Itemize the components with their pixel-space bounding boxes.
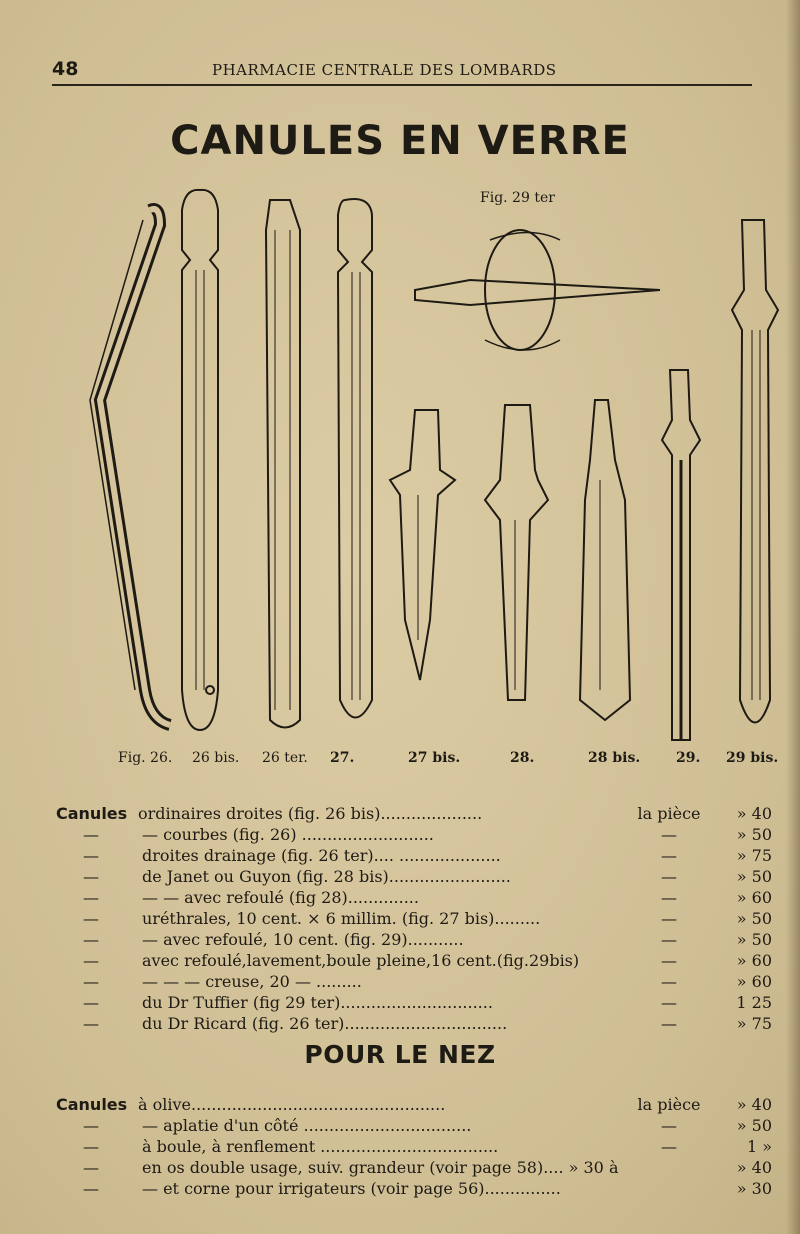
- row-unit: —: [661, 846, 677, 865]
- price-row: [56, 1136, 772, 1157]
- figure-label-26-bis: 26 bis.: [192, 750, 240, 766]
- row-lead: —: [83, 972, 99, 991]
- row-price: » 30: [736, 1179, 772, 1198]
- price-list-nasal-cannulas: [56, 1094, 772, 1199]
- row-description: à olive..................................................: [138, 1095, 446, 1114]
- row-description: — aplatie d'un côté .................................: [142, 1116, 472, 1135]
- row-unit: —: [661, 972, 677, 991]
- row-unit: —: [661, 1116, 677, 1135]
- row-description: du Dr Ricard (fig. 26 ter)................................: [142, 1014, 508, 1033]
- price-row: [56, 1115, 772, 1136]
- price-row: [56, 971, 772, 992]
- row-unit: —: [661, 888, 677, 907]
- row-price: » 40: [736, 1095, 772, 1114]
- figure-label-26: Fig. 26.: [118, 750, 173, 766]
- row-price: » 40: [736, 1158, 772, 1177]
- price-row: [56, 845, 772, 866]
- price-row: [56, 992, 772, 1013]
- row-unit: —: [661, 909, 677, 928]
- cannula-fig-28: [485, 405, 548, 700]
- cannula-fig-26-ter: [266, 200, 300, 728]
- price-row: [56, 929, 772, 950]
- row-description: droites drainage (fig. 26 ter).... ....................: [142, 846, 501, 865]
- row-unit: —: [661, 825, 677, 844]
- price-row: [56, 908, 772, 929]
- row-unit: —: [661, 951, 677, 970]
- figure-label-29-bis: 29 bis.: [726, 750, 779, 766]
- price-row: [56, 866, 772, 887]
- row-lead: —: [83, 951, 99, 970]
- figure-label-26-ter: 26 ter.: [262, 750, 308, 766]
- cannula-fig-29-ter: [415, 230, 660, 350]
- row-lead: —: [83, 825, 99, 844]
- subsection-title: POUR LE NEZ: [304, 1040, 496, 1069]
- row-price: » 50: [736, 930, 772, 949]
- cannula-fig-29-bis: [732, 220, 778, 723]
- row-description: — avec refoulé, 10 cent. (fig. 29)...........: [142, 930, 464, 949]
- row-unit: —: [661, 867, 677, 886]
- row-price: » 50: [736, 909, 772, 928]
- figure-label-27: 27.: [330, 750, 355, 766]
- row-price: » 75: [736, 1014, 772, 1033]
- row-price: » 60: [736, 888, 772, 907]
- row-unit: —: [661, 1137, 677, 1156]
- price-row: [56, 1178, 772, 1199]
- cannula-fig-26: [90, 209, 170, 725]
- row-price: » 50: [736, 1116, 772, 1135]
- row-unit: —: [661, 1014, 677, 1033]
- price-row: [56, 887, 772, 908]
- row-lead: —: [83, 846, 99, 865]
- figure-label-28-bis: 28 bis.: [588, 750, 641, 766]
- row-price: » 50: [736, 825, 772, 844]
- price-row: [56, 1013, 772, 1034]
- row-price: » 40: [736, 804, 772, 823]
- figure-note: Fig. 29 ter: [480, 190, 555, 206]
- row-lead: —: [83, 1179, 99, 1198]
- row-description: — — avec refoulé (fig 28)..............: [142, 888, 419, 907]
- row-description: — courbes (fig. 26) ..........................: [142, 825, 434, 844]
- row-lead: —: [83, 1158, 99, 1177]
- cannula-fig-27: [338, 199, 372, 718]
- row-description: — — — creuse, 20 — .........: [142, 972, 362, 991]
- row-price: » 75: [736, 846, 772, 865]
- cannula-fig-29: [662, 370, 700, 740]
- row-description: ordinaires droites (fig. 26 bis)....................: [138, 804, 483, 823]
- row-description: uréthrales, 10 cent. × 6 millim. (fig. 27 bis).........: [142, 909, 541, 928]
- row-price: » 60: [736, 951, 772, 970]
- row-lead: —: [83, 909, 99, 928]
- page-number: 48: [52, 58, 79, 80]
- row-lead: —: [83, 1116, 99, 1135]
- figure-label-29: 29.: [676, 750, 701, 766]
- row-unit: —: [661, 930, 677, 949]
- price-row: [56, 803, 772, 824]
- row-price: » 60: [736, 972, 772, 991]
- row-unit: la pièce: [637, 804, 701, 823]
- row-description: du Dr Tuffier (fig 29 ter)..............................: [142, 993, 493, 1012]
- price-row: [56, 824, 772, 845]
- row-unit: la pièce: [637, 1095, 701, 1114]
- price-row: [56, 1157, 772, 1178]
- price-row: [56, 950, 772, 971]
- running-title: PHARMACIE CENTRALE DES LOMBARDS: [212, 61, 557, 79]
- figure-label-28: 28.: [510, 750, 535, 766]
- section-title: CANULES EN VERRE: [170, 118, 630, 164]
- cannula-fig-28-bis: [580, 400, 630, 720]
- row-unit: —: [661, 993, 677, 1012]
- price-row: [56, 1094, 772, 1115]
- price-list-glass-cannulas: [56, 803, 772, 1034]
- row-description: en os double usage, suiv. grandeur (voir page 58).... » 30 à: [142, 1158, 619, 1177]
- row-lead: —: [83, 1137, 99, 1156]
- figure-label-27-bis: 27 bis.: [408, 750, 461, 766]
- cannula-fig-26-bis: [182, 190, 218, 730]
- row-lead: —: [83, 993, 99, 1012]
- row-lead: —: [83, 867, 99, 886]
- row-lead: Canules: [56, 804, 128, 823]
- row-price: 1 25: [736, 993, 772, 1012]
- cannula-fig-27-bis: [390, 410, 455, 680]
- row-price: 1 »: [746, 1137, 772, 1156]
- row-description: à boule, à renflement ...................................: [142, 1137, 499, 1156]
- row-price: » 50: [736, 867, 772, 886]
- row-description: avec refoulé,lavement,boule pleine,16 cent.(fig.29bis): [142, 951, 580, 970]
- row-description: — et corne pour irrigateurs (voir page 56)...............: [142, 1179, 561, 1198]
- row-lead: —: [83, 888, 99, 907]
- row-lead: —: [83, 930, 99, 949]
- row-lead: —: [83, 1014, 99, 1033]
- row-description: de Janet ou Guyon (fig. 28 bis)........................: [142, 867, 511, 886]
- row-lead: Canules: [56, 1095, 128, 1114]
